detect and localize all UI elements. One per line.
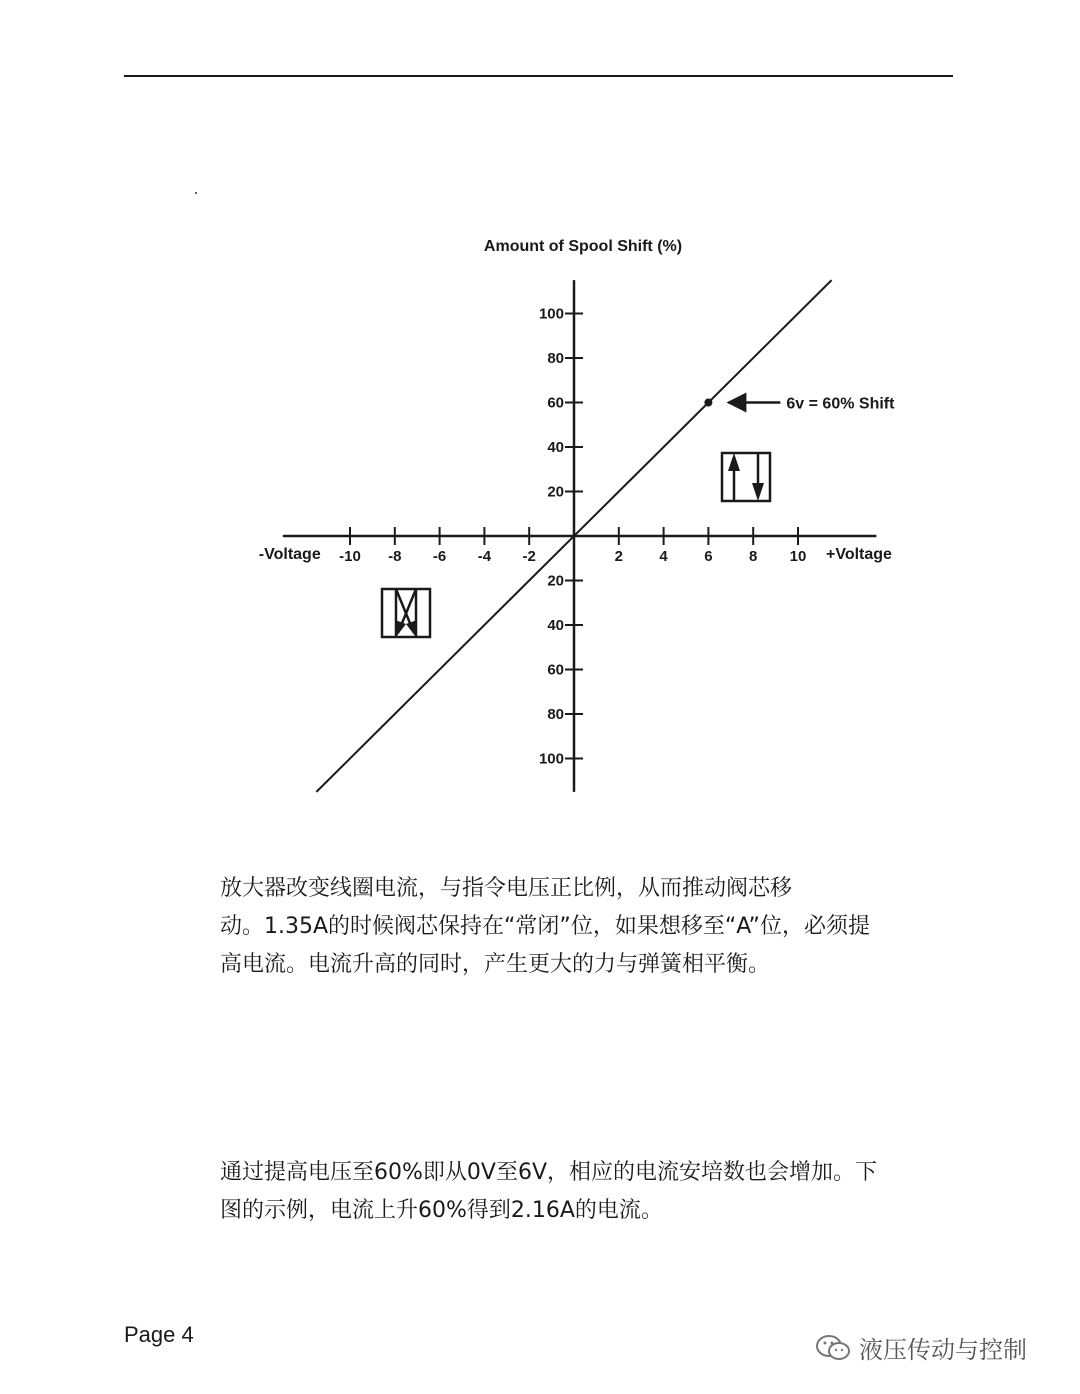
x-axis-positive-label: +Voltage <box>826 546 892 563</box>
x-tick-label: 10 <box>789 548 807 565</box>
valve-symbol-crossed-arrows-icon <box>382 589 430 637</box>
page-number: Page 4 <box>124 1322 194 1347</box>
callout-label: 6v = 60% Shift <box>786 395 895 413</box>
x-tick-label: -10 <box>339 548 361 565</box>
y-tick-label: 100 <box>538 305 564 323</box>
y-tick-label: 20 <box>547 483 564 501</box>
highlight-point <box>704 399 712 407</box>
x-tick-label: -2 <box>522 548 536 565</box>
x-tick-label: 2 <box>614 548 623 565</box>
x-tick-label: 4 <box>659 548 668 565</box>
header-rule <box>124 75 953 77</box>
paragraph-2-line-1: 通过提高电压至60%即从0V至6V，相应的电流安培数也会增加。下 <box>220 1160 877 1185</box>
x-tick-label: 6 <box>704 548 713 565</box>
y-tick-label: 60 <box>547 661 564 679</box>
paragraph-1-line-2: 动。1.35A的时候阀芯保持在“常闭”位，如果想移至“A”位，必须提 <box>220 914 870 939</box>
y-tick-label: 80 <box>547 706 564 723</box>
paragraph-1-line-1: 放大器改变线圈电流，与指令电压正比例，从而推动阀芯移 <box>220 876 793 901</box>
y-tick-label: 80 <box>547 350 564 367</box>
x-axis-negative-label: -Voltage <box>258 546 321 563</box>
chart-title: Amount of Spool Shift (%) <box>483 238 683 255</box>
paragraph-1-line-3: 高电流。电流升高的同时，产生更大的力与弹簧相平衡。 <box>220 952 771 977</box>
watermark-text: 液压传动与控制 <box>859 1336 1027 1364</box>
y-tick-label: 20 <box>547 572 564 590</box>
spool-shift-chart <box>0 220 1080 820</box>
chart-axes <box>283 280 877 792</box>
x-tick-label: 8 <box>749 548 758 565</box>
y-tick-label: 60 <box>547 394 564 412</box>
x-tick-label: -4 <box>477 548 492 565</box>
y-tick-label: 40 <box>547 439 564 456</box>
x-tick-label: -8 <box>388 548 402 565</box>
y-tick-label: 100 <box>538 750 564 768</box>
chart-callout <box>704 396 895 413</box>
watermark <box>815 1330 1027 1365</box>
paragraph-1 <box>220 870 960 984</box>
paragraph-2 <box>220 1154 960 1230</box>
x-tick-label: -6 <box>432 548 447 565</box>
wechat-icon <box>815 1334 851 1362</box>
y-tick-label: 40 <box>547 617 564 634</box>
valve-symbol-straight-arrows-icon <box>722 453 770 501</box>
paragraph-2-line-2: 图的示例，电流上升60%得到2.16A的电流。 <box>220 1198 663 1223</box>
stray-mark <box>195 192 197 194</box>
